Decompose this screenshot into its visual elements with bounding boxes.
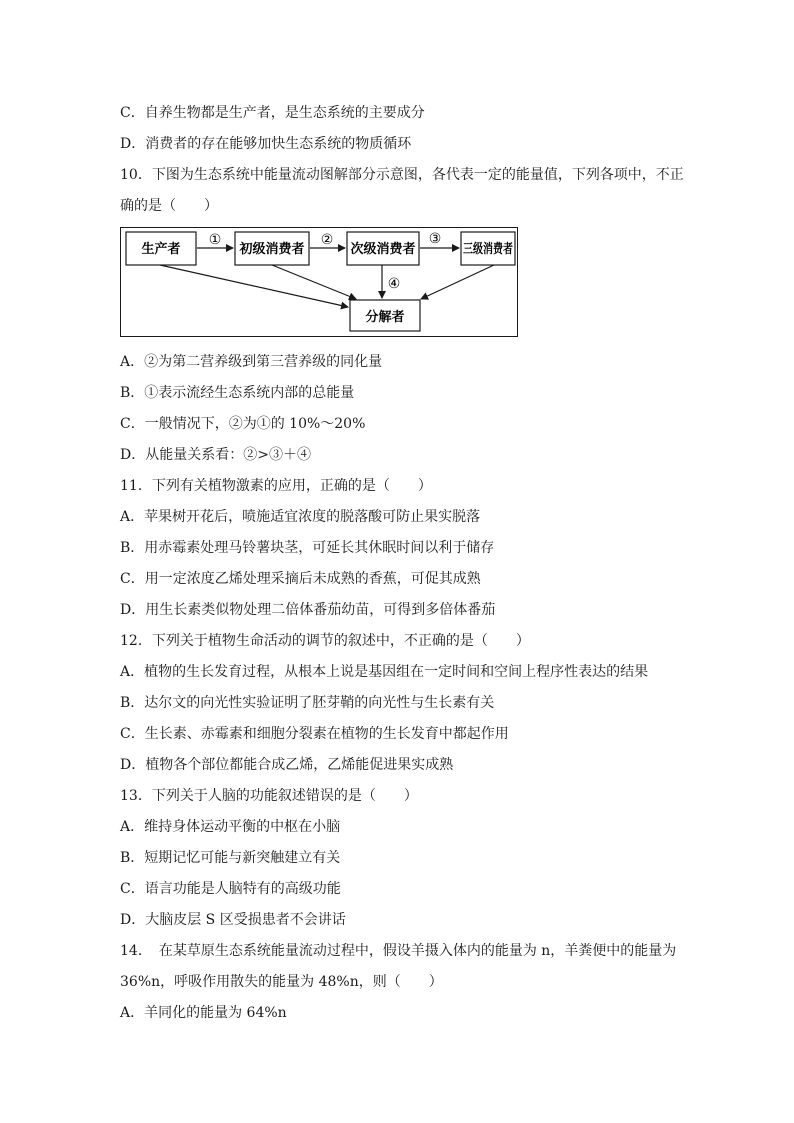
- node-tertiary-consumer-label: 三级消费者: [463, 242, 529, 257]
- arrow-tertiary-decomposer: [421, 265, 494, 299]
- question-13-stem: 13．下列关于人脑的功能叙述错误的是（ ）: [120, 788, 418, 804]
- option-13d: D．大脑皮层 S 区受损患者不会讲话: [120, 912, 346, 928]
- arrow-primary-decomposer: [272, 265, 356, 299]
- question-12-stem: 12．下列关于植物生命活动的调节的叙述中，不正确的是（ ）: [120, 633, 530, 649]
- option-12a: A．植物的生长发育过程，从根本上说是基因组在一定时间和空间上程序性表达的结果: [120, 664, 649, 680]
- arrow-1-label: ①: [208, 232, 222, 248]
- node-primary-consumer-label: 初级消费者: [239, 242, 305, 257]
- question-11-stem: 11．下列有关植物激素的应用，正确的是（ ）: [120, 478, 432, 494]
- option-11d: D．用生长素类似物处理二倍体番茄幼苗，可得到多倍体番茄: [120, 602, 496, 618]
- option-11c: C．用一定浓度乙烯处理采摘后未成熟的香蕉，可促其成熟: [120, 571, 481, 587]
- option-12c: C．生长素、赤霉素和细胞分裂素在植物的生长发育中都起作用: [120, 726, 509, 742]
- energy-flow-diagram: [120, 227, 529, 337]
- arrow-3-label: ③: [428, 231, 442, 247]
- question-14-stem-cont: 36%n，呼吸作用散失的能量为 48%n，则（ ）: [120, 974, 443, 990]
- arrow-producer-decomposer: [160, 265, 348, 307]
- arrow-2-label: ②: [320, 232, 334, 248]
- option-12d: D．植物各个部位都能合成乙烯，乙烯能促进果实成熟: [120, 757, 454, 773]
- option-11a: A．苹果树开花后，喷施适宜浓度的脱落酸可防止果实脱落: [120, 509, 481, 525]
- option-10d: D．从能量关系看：②>③＋④: [120, 447, 311, 463]
- option-10c: C．一般情况下，②为①的 10%～20%: [120, 416, 366, 432]
- node-decomposer-label: 分解者: [365, 310, 405, 325]
- arrow-4-label: ④: [387, 276, 401, 292]
- question-10-stem: 10．下图为生态系统中能量流动图解部分示意图，各代表一定的能量值，下列各项中，不正: [120, 167, 684, 183]
- question-10-stem-cont: 确的是（ ）: [120, 198, 218, 214]
- node-secondary-consumer-label: 次级消费者: [350, 242, 416, 257]
- option-13a: A．维持身体运动平衡的中枢在小脑: [120, 819, 341, 835]
- node-producer-label: 生产者: [141, 242, 181, 257]
- option-10a: A．②为第二营养级到第三营养级的同化量: [120, 354, 383, 370]
- option-9c: C．自养生物都是生产者，是生态系统的主要成分: [120, 105, 425, 121]
- option-13b: B．短期记忆可能与新突触建立有关: [120, 850, 341, 866]
- question-14-stem: 14． 在某草原生态系统能量流动过程中，假设羊摄入体内的能量为 n，羊粪便中的能量为: [120, 943, 677, 959]
- option-12b: B．达尔文的向光性实验证明了胚芽鞘的向光性与生长素有关: [120, 695, 495, 711]
- option-13c: C．语言功能是人脑特有的高级功能: [120, 881, 341, 897]
- option-14a: A．羊同化的能量为 64%n: [120, 1005, 287, 1021]
- option-10b: B．①表示流经生态系统内部的总能量: [120, 385, 355, 401]
- option-9d: D．消费者的存在能够加快生态系统的物质循环: [120, 136, 412, 152]
- option-11b: B．用赤霉素处理马铃薯块茎，可延长其休眠时间以利于储存: [120, 540, 495, 556]
